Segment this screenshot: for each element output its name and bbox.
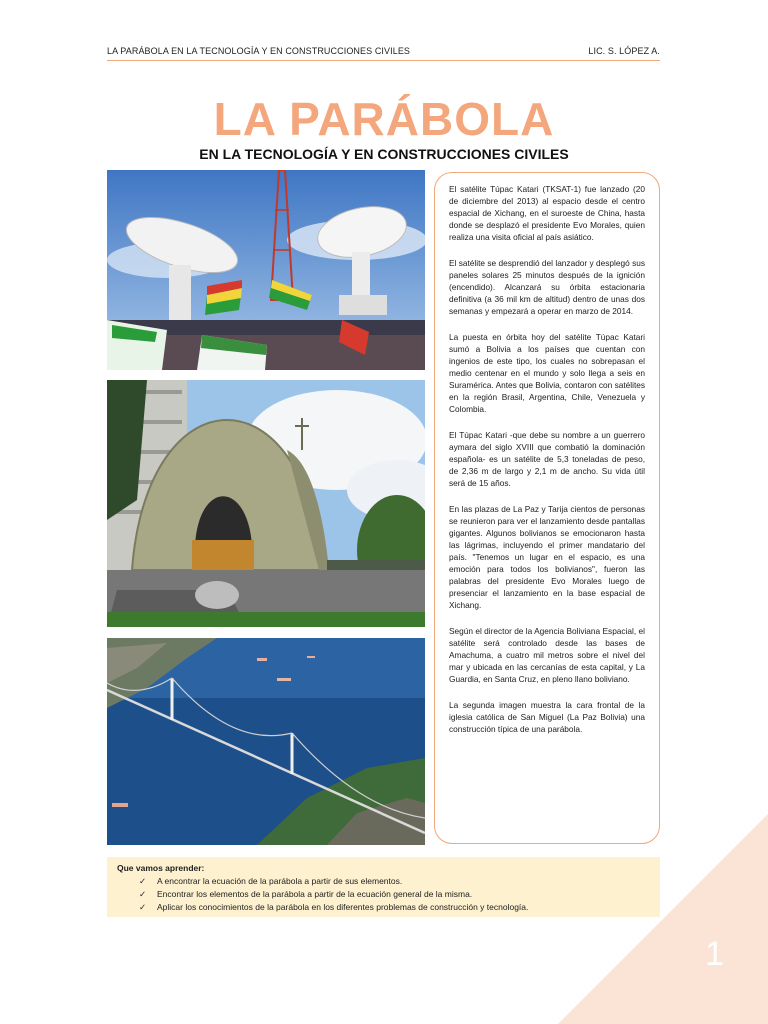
page-title: LA PARÁBOLA (213, 93, 555, 145)
church-photo (107, 380, 425, 627)
satellite-dishes-photo (107, 170, 425, 370)
page-subtitle: EN LA TECNOLOGÍA Y EN CONSTRUCCIONES CIVILES (199, 146, 569, 162)
paragraph: El satélite se desprendió del lanzador y desplegó sus paneles solares 25 minutos después de la ignición (encendido). Alcanzará su órbita estacionaria definitiva (a 36 mil km de altitud) dentro de unas dos semanas y empezará a operar en marzo de 2014. (449, 258, 645, 316)
header-title: LA PARÁBOLA EN LA TECNOLOGÍA Y EN CONSTRUCCIONES CIVILES (107, 46, 411, 56)
check-icon: ✓ (139, 889, 147, 899)
bridge-photo (107, 638, 425, 845)
page-header (107, 44, 660, 61)
objective-text: A encontrar la ecuación de la parábola a partir de sus elementos. (157, 876, 403, 886)
page-number: 1 (705, 935, 724, 973)
paragraph: En las plazas de La Paz y Tarija cientos de personas se reunieron para ver el lanzamiento desde pantallas gigantes. Algunos bolivianos se emocionaron hasta las lágrimas, incluyendo el primer mandatario del país. "Tenemos un lugar en el espacio, es una emoción para todos los bolivianos", fueron las palabras del presidente Evo Morales luego de presenciar el lanzamiento en la base espacial de Xichang. (449, 504, 645, 610)
article-text-box (434, 172, 660, 844)
check-icon: ✓ (139, 876, 147, 886)
objective-text: Aplicar los conocimientos de la parábola en los diferentes problemas de construcción y tecnología. (157, 902, 529, 912)
paragraph: El Túpac Katari -que debe su nombre a un guerrero aymara del siglo XVIII que combatió la dominación española- es un satélite de 5,3 toneladas de peso, de 2,36 m de largo y 2,1 m de ancho. Su vida útil será de 15 años. (449, 430, 645, 488)
header-author: LIC. S. LÓPEZ A. (588, 46, 660, 56)
corner-decoration (558, 814, 768, 1024)
check-icon: ✓ (139, 902, 147, 912)
paragraph: Según el director de la Agencia Boliviana Espacial, el satélite será controlado desde las bases de Amachuma, a cuatro mil metros sobre el nivel del mar y ubicada en las cercanías de esta capital, y La Guardia, en Santa Cruz, en pleno llano boliviano. (449, 626, 645, 684)
paragraph: La puesta en órbita hoy del satélite Túpac Katari sumó a Bolivia a los países que cuentan con ingenios de este tipo, los cuales no sobrepasan el medio centenar en el mundo y solo llega a seis en Suramérica. Antes que Bolivia, contaron con satélites en la región Brasil, Argentina, Chile, Venezuela y Colombia. (449, 332, 646, 414)
paragraph: El satélite Túpac Katari (TKSAT-1) fue lanzado (20 de diciembre del 2013) al espacio desde el centro espacial de Xichang, en el suroeste de China, hasta donde se desplazó el presidente Evo Morales, quien realiza una visita oficial al país asiático. (449, 184, 645, 242)
objective-text: Encontrar los elementos de la parábola a partir de la ecuación general de la misma. (157, 889, 473, 899)
paragraph: La segunda imagen muestra la cara frontal de la iglesia católica de San Miguel (La Paz Bolivia) una construcción típica de una parábola. (449, 700, 645, 734)
objectives-heading: Que vamos aprender: (117, 863, 205, 873)
